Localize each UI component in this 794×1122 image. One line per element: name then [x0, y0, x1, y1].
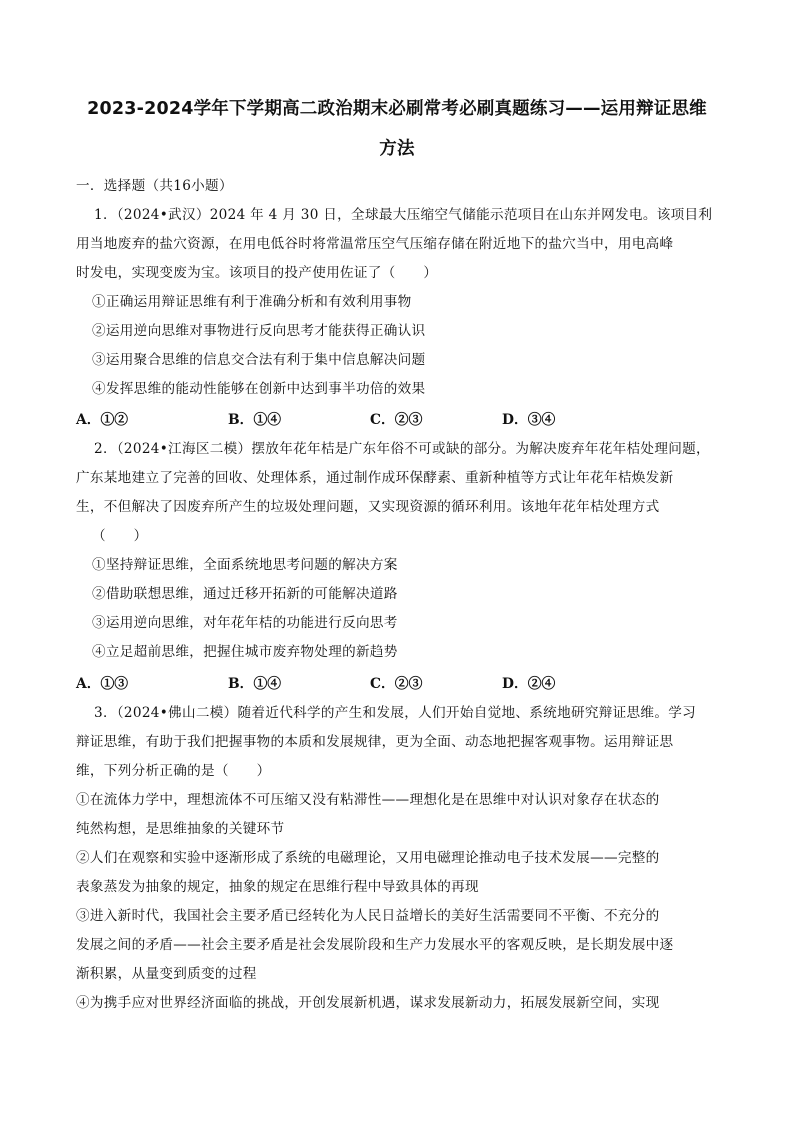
question-1-option-1: ①正确运用辩证思维有利于准确分析和有效利用事物: [92, 294, 412, 310]
question-1-option-2: ②运用逆向思维对事物进行反向思考才能获得正确认识: [92, 323, 426, 339]
question-2-option-1: ①坚持辩证思维，全面系统地思考问题的解决方案: [92, 557, 398, 573]
question-3-option-2-line-2: 表象蒸发为抽象的规定，抽象的规定在思维行程中导致具体的再现: [76, 879, 479, 895]
answer-choice-d[interactable]: D．②④: [502, 676, 556, 692]
question-2-stem-line-2: 广东某地建立了完善的回收、处理体系，通过制作成环保酵素、重新种植等方式让年花年桔焕发新: [76, 470, 674, 486]
question-3-option-3-line-3: 渐积累，从量变到质变的过程: [76, 966, 257, 982]
answer-choice-c[interactable]: C．②③: [370, 676, 423, 692]
question-1-answers: [76, 408, 716, 428]
question-1-stem-line-3: 时发电，实现变废为宝。该项目的投产使用佐证了（ ）: [76, 265, 438, 281]
question-3-stem-line-3: 维，下列分析正确的是（ ）: [76, 763, 271, 779]
question-3-option-1-line-2: 纯然构想，是思维抽象的关键环节: [76, 821, 285, 837]
question-3-option-2-line-1: ②人们在观察和实验中逐渐形成了系统的电磁理论，又用电磁理论推动电子技术发展——完整的: [76, 850, 660, 866]
question-3-option-1-line-1: ①在流体力学中，理想流体不可压缩又没有粘滞性——理想化是在思维中对认识对象存在状态的: [76, 792, 660, 808]
answer-choice-b[interactable]: B．①④: [228, 412, 282, 428]
question-3-stem-line-1: 3．（2024•佛山二模）随着近代科学的产生和发展，人们开始自觉地、系统地研究辩证思维。学习: [94, 705, 697, 721]
answer-choice-a[interactable]: A．①②: [76, 412, 129, 428]
question-2-answers: [76, 672, 716, 692]
answer-choice-b[interactable]: B．①④: [228, 676, 282, 692]
answer-choice-d[interactable]: D．③④: [502, 412, 556, 428]
question-2-option-2: ②借助联想思维，通过迁移开拓新的可能解决道路: [92, 586, 398, 602]
answer-choice-a[interactable]: A．①③: [76, 676, 129, 692]
question-3-option-4-line-1: ④为携手应对世界经济面临的挑战，开创发展新机遇，谋求发展新动力，拓展发展新空间，实现: [76, 995, 660, 1011]
document-title-line-1: 2023-2024学年下学期高二政治期末必刷常考必刷真题练习——运用辩证思维: [87, 99, 707, 119]
question-1-option-3: ③运用聚合思维的信息交合法有利于集中信息解决问题: [92, 352, 426, 368]
answer-choice-c[interactable]: C．②③: [370, 412, 423, 428]
section-heading: 一．选择题（共16小题）: [76, 178, 233, 194]
document-title-line-2: 方法: [379, 139, 415, 159]
question-3-option-3-line-1: ③进入新时代，我国社会主要矛盾已经转化为人民日益增长的美好生活需要同不平衡、不充分的: [76, 908, 660, 924]
question-1-stem-line-1: 1．（2024•武汉）2024 年 4 月 30 日，全球最大压缩空气储能示范项目在山东并网发电。该项目利: [94, 207, 713, 223]
question-2-stem-line-1: 2．（2024•江海区二模）摆放年花年桔是广东年俗不可或缺的部分。为解决废弃年花年桔处理问题，: [94, 441, 710, 457]
question-2-stem-line-4: （ ）: [92, 528, 148, 544]
question-2-option-4: ④立足超前思维，把握住城市废弃物处理的新趋势: [92, 644, 398, 660]
question-1-stem-line-2: 用当地废弃的盐穴资源，在用电低谷时将常温常压空气压缩存储在附近地下的盐穴当中，用电高峰: [76, 236, 674, 252]
question-3-stem-line-2: 辩证思维，有助于我们把握事物的本质和发展规律，更为全面、动态地把握客观事物。运用辩证思: [76, 734, 674, 750]
question-2-option-3: ③运用逆向思维，对年花年桔的功能进行反向思考: [92, 615, 398, 631]
question-1-option-4: ④发挥思维的能动性能够在创新中达到事半功倍的效果: [92, 381, 426, 397]
question-2-stem-line-3: 生，不但解决了因废弃所产生的垃圾处理问题，又实现资源的循环利用。该地年花年桔处理方式: [76, 499, 660, 515]
question-3-option-3-line-2: 发展之间的矛盾——社会主要矛盾是社会发展阶段和生产力发展水平的客观反映，是长期发展中逐: [76, 937, 674, 953]
